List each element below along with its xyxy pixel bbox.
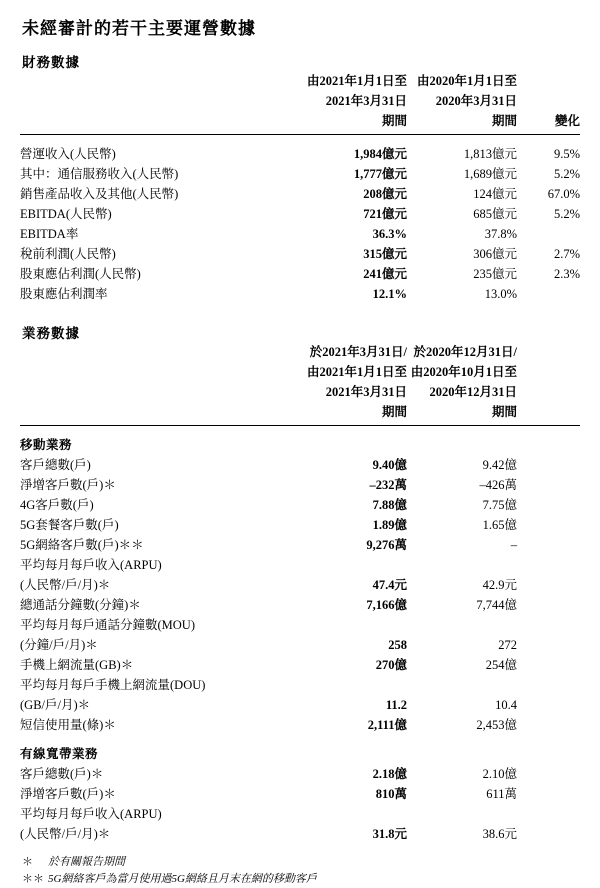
business-header-row-2 bbox=[20, 362, 580, 382]
row-label: 稅前利潤(人民幣) bbox=[20, 247, 116, 261]
row-label: (人民幣/戶/月)＊ bbox=[20, 827, 111, 841]
table-row bbox=[20, 615, 580, 635]
row-label: 短信使用量(條)＊ bbox=[20, 718, 116, 732]
row-value-prior: 235億元 bbox=[473, 267, 517, 281]
row-value-prior: 124億元 bbox=[473, 187, 517, 201]
row-value-current: 1,777億元 bbox=[353, 167, 407, 181]
row-label: 客戶總數(戶)＊ bbox=[20, 767, 104, 781]
row-label: 平均每月每戶收入(ARPU) bbox=[20, 558, 162, 572]
row-value-current: 31.8元 bbox=[372, 827, 407, 841]
financial-header-b-3: 期間 bbox=[491, 114, 517, 128]
table-row bbox=[20, 515, 580, 535]
business-table bbox=[20, 342, 580, 844]
footnote-item bbox=[22, 854, 600, 871]
row-value-current: 721億元 bbox=[363, 207, 407, 221]
row-value-prior: 10.4 bbox=[495, 698, 517, 712]
financial-header-row-1 bbox=[20, 71, 580, 91]
row-label: 4G客戶數(戶) bbox=[20, 498, 94, 512]
row-value-change: 2.3% bbox=[553, 267, 580, 281]
row-value-prior: 7,744億 bbox=[476, 598, 517, 612]
table-row bbox=[20, 675, 580, 695]
row-label: 手機上網流量(GB)＊ bbox=[20, 658, 134, 672]
row-label: 淨增客戶數(戶)＊ bbox=[20, 787, 116, 801]
table-row bbox=[20, 695, 580, 715]
table-row bbox=[20, 284, 580, 304]
business-header-b-3: 2020年12月31日 bbox=[429, 385, 517, 399]
row-label: 淨增客戶數(戶)＊ bbox=[20, 478, 116, 492]
financial-header-a-3: 期間 bbox=[381, 114, 407, 128]
row-label: EBITDA率 bbox=[20, 227, 79, 241]
footnote-item bbox=[22, 871, 600, 888]
row-value-current: –232萬 bbox=[369, 478, 407, 492]
row-value-change: 67.0% bbox=[547, 187, 580, 201]
row-label: 客戶總數(戶) bbox=[20, 458, 91, 472]
row-label: 股東應佔利潤(人民幣) bbox=[20, 267, 141, 281]
table-row bbox=[20, 495, 580, 515]
row-label: (分鐘/戶/月)＊ bbox=[20, 638, 98, 652]
row-value-current: 47.4元 bbox=[372, 578, 407, 592]
financial-table bbox=[20, 71, 580, 304]
row-value-prior: 254億 bbox=[485, 658, 517, 672]
table-row bbox=[20, 655, 580, 675]
row-label: EBITDA(人民幣) bbox=[20, 207, 112, 221]
table-row bbox=[20, 804, 580, 824]
row-label: (GB/戶/月)＊ bbox=[20, 698, 91, 712]
business-header-row-1 bbox=[20, 342, 580, 362]
row-value-prior: 37.8% bbox=[484, 227, 517, 241]
business-subheading-row-mobile bbox=[20, 435, 580, 455]
table-row bbox=[20, 824, 580, 844]
row-label: 總通話分鐘數(分鐘)＊ bbox=[20, 598, 141, 612]
row-value-current bbox=[295, 615, 407, 635]
table-row bbox=[20, 715, 580, 735]
row-value-prior bbox=[407, 555, 517, 575]
financial-header-b-2: 2020年3月31日 bbox=[435, 94, 517, 108]
row-value-current: 208億元 bbox=[363, 187, 407, 201]
row-value-change: 9.5% bbox=[553, 147, 580, 161]
footnote-mark: ＊＊ bbox=[22, 873, 44, 885]
financial-header-c-1 bbox=[517, 71, 580, 91]
row-value-prior: 7.75億 bbox=[482, 498, 517, 512]
row-value-prior bbox=[407, 615, 517, 635]
footnote-text: 5G網絡客戶為當月使用過5G網絡且月末在網的移動客戶 bbox=[48, 873, 317, 885]
row-value-current: 258 bbox=[388, 638, 407, 652]
row-value-current: 7,166億 bbox=[366, 598, 407, 612]
row-label: 平均每月每戶收入(ARPU) bbox=[20, 807, 162, 821]
row-value-current: 12.1% bbox=[372, 287, 407, 301]
business-header-row-3 bbox=[20, 382, 580, 402]
row-value-prior: 685億元 bbox=[473, 207, 517, 221]
row-value-prior: 13.0% bbox=[484, 287, 517, 301]
page-title: 未經審計的若干主要運營數據 bbox=[22, 19, 256, 38]
footnotes bbox=[22, 854, 600, 888]
row-value-change bbox=[517, 284, 580, 304]
financial-header-row-2 bbox=[20, 91, 580, 111]
row-value-current: 810萬 bbox=[375, 787, 407, 801]
row-value-prior: 38.6元 bbox=[482, 827, 517, 841]
row-label: 平均每月每戶手機上網流量(DOU) bbox=[20, 678, 206, 692]
row-value-current: 11.2 bbox=[385, 698, 407, 712]
table-row bbox=[20, 204, 580, 224]
row-value-prior: 1.65億 bbox=[482, 518, 517, 532]
row-label: 股東應佔利潤率 bbox=[20, 287, 108, 301]
row-value-prior: 1,689億元 bbox=[463, 167, 517, 181]
business-header-b-2: 由2020年10月1日至 bbox=[410, 365, 517, 379]
table-row bbox=[20, 264, 580, 284]
row-label: 平均每月每戶通話分鐘數(MOU) bbox=[20, 618, 195, 632]
subheading-broadband: 有線寬帶業務 bbox=[20, 747, 99, 761]
row-label: (人民幣/戶/月)＊ bbox=[20, 578, 111, 592]
table-row bbox=[20, 575, 580, 595]
section-heading-financial: 財務數據 bbox=[22, 55, 80, 70]
row-label: 其中：通信服務收入(人民幣) bbox=[20, 167, 179, 181]
row-label: 營運收入(人民幣) bbox=[20, 147, 116, 161]
row-value-prior: 2,453億 bbox=[476, 718, 517, 732]
row-value-current: 9.40億 bbox=[372, 458, 407, 472]
business-header-b-1: 於2020年12月31日/ bbox=[413, 345, 517, 359]
table-row bbox=[20, 184, 580, 204]
table-row bbox=[20, 635, 580, 655]
business-header-b-4: 期間 bbox=[491, 405, 517, 419]
row-value-current: 36.3% bbox=[372, 227, 407, 241]
row-label: 5G套餐客戶數(戶) bbox=[20, 518, 119, 532]
row-value-current: 1,984億元 bbox=[353, 147, 407, 161]
row-value-current: 1.89億 bbox=[372, 518, 407, 532]
table-row bbox=[20, 475, 580, 495]
row-value-prior: 611萬 bbox=[486, 787, 517, 801]
table-row bbox=[20, 784, 580, 804]
row-value-current: 270億 bbox=[375, 658, 407, 672]
row-value-prior: 1,813億元 bbox=[463, 147, 517, 161]
row-value-prior bbox=[407, 675, 517, 695]
subheading-mobile: 移動業務 bbox=[20, 438, 73, 452]
table-row bbox=[20, 555, 580, 575]
row-value-current: 241億元 bbox=[363, 267, 407, 281]
financial-header-c-3: 變化 bbox=[554, 114, 580, 128]
row-value-current bbox=[295, 555, 407, 575]
table-row bbox=[20, 535, 580, 555]
business-header-a-4: 期間 bbox=[381, 405, 407, 419]
table-row bbox=[20, 144, 580, 164]
business-header-a-1: 於2021年3月31日/ bbox=[309, 345, 407, 359]
table-row bbox=[20, 764, 580, 784]
row-value-current bbox=[295, 804, 407, 824]
financial-header-c-2 bbox=[517, 91, 580, 111]
row-label: 5G網絡客戶數(戶)＊＊ bbox=[20, 538, 144, 552]
financial-header-row-3 bbox=[20, 111, 580, 131]
row-value-prior: 272 bbox=[498, 638, 517, 652]
row-value-prior: – bbox=[510, 538, 517, 552]
table-row bbox=[20, 455, 580, 475]
section-heading-business: 業務數據 bbox=[22, 326, 80, 341]
table-row bbox=[20, 164, 580, 184]
business-subheading-row-broadband bbox=[20, 744, 580, 764]
row-value-prior: 2.10億 bbox=[482, 767, 517, 781]
financial-header-a-2: 2021年3月31日 bbox=[325, 94, 407, 108]
row-value-current: 2,111億 bbox=[367, 718, 407, 732]
row-value-change: 5.2% bbox=[553, 207, 580, 221]
row-value-current bbox=[295, 675, 407, 695]
row-value-prior: 9.42億 bbox=[482, 458, 517, 472]
table-row bbox=[20, 224, 580, 244]
row-value-change: 2.7% bbox=[553, 247, 580, 261]
row-value-prior: –426萬 bbox=[479, 478, 517, 492]
row-value-prior: 42.9元 bbox=[482, 578, 517, 592]
table-row bbox=[20, 244, 580, 264]
footnote-mark: ＊ bbox=[22, 856, 33, 868]
row-value-change bbox=[517, 224, 580, 244]
business-header-a-2: 由2021年1月1日至 bbox=[306, 365, 407, 379]
financial-header-a-1: 由2021年1月1日至 bbox=[306, 74, 407, 88]
table-row bbox=[20, 595, 580, 615]
row-value-current: 315億元 bbox=[363, 247, 407, 261]
row-value-change: 5.2% bbox=[553, 167, 580, 181]
row-value-current: 7.88億 bbox=[372, 498, 407, 512]
row-value-current: 2.18億 bbox=[372, 767, 407, 781]
footnote-text: 於有關報告期間 bbox=[48, 856, 125, 868]
row-value-current: 9,276萬 bbox=[366, 538, 407, 552]
financial-header-b-1: 由2020年1月1日至 bbox=[416, 74, 517, 88]
row-label: 銷售產品收入及其他(人民幣) bbox=[20, 187, 179, 201]
business-header-row-4 bbox=[20, 402, 580, 422]
row-value-prior: 306億元 bbox=[473, 247, 517, 261]
row-value-prior bbox=[407, 804, 517, 824]
business-header-a-3: 2021年3月31日 bbox=[325, 385, 407, 399]
